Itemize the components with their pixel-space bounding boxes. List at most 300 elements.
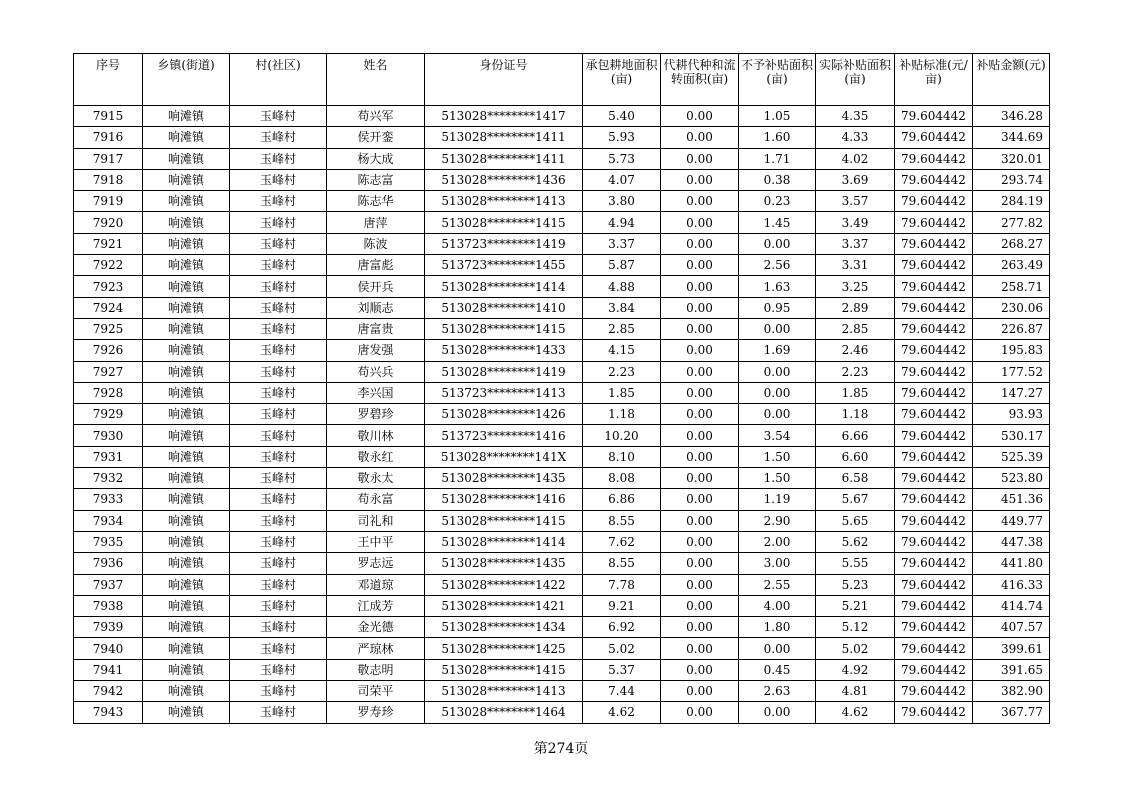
actual-area-cell: 5.23: [816, 574, 895, 595]
row-index-cell: 7931: [74, 446, 143, 467]
village-cell: 玉峰村: [230, 617, 327, 638]
village-cell: 玉峰村: [230, 510, 327, 531]
name-cell: 敬志明: [327, 659, 425, 680]
excluded-area-cell: 1.45: [739, 212, 816, 233]
contract-area-cell: 8.55: [583, 510, 661, 531]
name-cell: 唐富彪: [327, 255, 425, 276]
town-cell: 响滩镇: [143, 191, 230, 212]
standard-cell: 79.604442: [895, 510, 973, 531]
contract-area-cell: 1.18: [583, 404, 661, 425]
table-row: [74, 531, 1050, 552]
town-cell: 响滩镇: [143, 574, 230, 595]
table-row: [74, 446, 1050, 467]
village-cell: 玉峰村: [230, 297, 327, 318]
header-cell: 代耕代种和流转面积(亩): [661, 54, 739, 106]
name-cell: 陈志华: [327, 191, 425, 212]
name-cell: 李兴国: [327, 382, 425, 403]
table-row: [74, 510, 1050, 531]
actual-area-cell: 1.85: [816, 382, 895, 403]
town-cell: 响滩镇: [143, 468, 230, 489]
id-number-cell: 513028********1419: [425, 361, 583, 382]
actual-area-cell: 5.55: [816, 553, 895, 574]
amount-cell: 195.83: [973, 340, 1050, 361]
transfer-area-cell: 0.00: [661, 425, 739, 446]
village-cell: 玉峰村: [230, 404, 327, 425]
town-cell: 响滩镇: [143, 531, 230, 552]
transfer-area-cell: 0.00: [661, 446, 739, 467]
amount-cell: 344.69: [973, 127, 1050, 148]
village-cell: 玉峰村: [230, 531, 327, 552]
excluded-area-cell: 1.71: [739, 148, 816, 169]
id-number-cell: 513028********1417: [425, 106, 583, 127]
standard-cell: 79.604442: [895, 382, 973, 403]
actual-area-cell: 4.35: [816, 106, 895, 127]
name-cell: 罗志远: [327, 553, 425, 574]
contract-area-cell: 3.80: [583, 191, 661, 212]
amount-cell: 263.49: [973, 255, 1050, 276]
contract-area-cell: 3.84: [583, 297, 661, 318]
id-number-cell: 513028********1411: [425, 127, 583, 148]
name-cell: 金光德: [327, 617, 425, 638]
row-index-cell: 7929: [74, 404, 143, 425]
id-number-cell: 513028********1422: [425, 574, 583, 595]
name-cell: 杨大成: [327, 148, 425, 169]
contract-area-cell: 2.23: [583, 361, 661, 382]
village-cell: 玉峰村: [230, 212, 327, 233]
transfer-area-cell: 0.00: [661, 106, 739, 127]
row-index-cell: 7942: [74, 681, 143, 702]
standard-cell: 79.604442: [895, 446, 973, 467]
table-row: [74, 233, 1050, 254]
contract-area-cell: 6.92: [583, 617, 661, 638]
row-index-cell: 7938: [74, 595, 143, 616]
standard-cell: 79.604442: [895, 617, 973, 638]
transfer-area-cell: 0.00: [661, 574, 739, 595]
header-row: [74, 54, 1050, 106]
row-index-cell: 7924: [74, 297, 143, 318]
transfer-area-cell: 0.00: [661, 297, 739, 318]
table-row: [74, 297, 1050, 318]
actual-area-cell: 2.23: [816, 361, 895, 382]
table-row: [74, 681, 1050, 702]
id-number-cell: 513028********1435: [425, 553, 583, 574]
town-cell: 响滩镇: [143, 169, 230, 190]
excluded-area-cell: 2.00: [739, 531, 816, 552]
village-cell: 玉峰村: [230, 191, 327, 212]
excluded-area-cell: 2.90: [739, 510, 816, 531]
name-cell: 敬川林: [327, 425, 425, 446]
amount-cell: 293.74: [973, 169, 1050, 190]
town-cell: 响滩镇: [143, 404, 230, 425]
amount-cell: 391.65: [973, 659, 1050, 680]
id-number-cell: 513028********141X: [425, 446, 583, 467]
standard-cell: 79.604442: [895, 489, 973, 510]
standard-cell: 79.604442: [895, 212, 973, 233]
amount-cell: 523.80: [973, 468, 1050, 489]
amount-cell: 414.74: [973, 595, 1050, 616]
actual-area-cell: 3.25: [816, 276, 895, 297]
actual-area-cell: 2.85: [816, 318, 895, 339]
id-number-cell: 513028********1415: [425, 510, 583, 531]
table-row: [74, 340, 1050, 361]
contract-area-cell: 6.86: [583, 489, 661, 510]
id-number-cell: 513028********1415: [425, 659, 583, 680]
contract-area-cell: 3.37: [583, 233, 661, 254]
name-cell: 苟兴军: [327, 106, 425, 127]
contract-area-cell: 8.08: [583, 468, 661, 489]
name-cell: 王中平: [327, 531, 425, 552]
transfer-area-cell: 0.00: [661, 638, 739, 659]
transfer-area-cell: 0.00: [661, 489, 739, 510]
transfer-area-cell: 0.00: [661, 659, 739, 680]
row-index-cell: 7940: [74, 638, 143, 659]
header-cell: 承包耕地面积(亩): [583, 54, 661, 106]
town-cell: 响滩镇: [143, 595, 230, 616]
excluded-area-cell: 3.00: [739, 553, 816, 574]
amount-cell: 407.57: [973, 617, 1050, 638]
amount-cell: 447.38: [973, 531, 1050, 552]
row-index-cell: 7932: [74, 468, 143, 489]
table-row: [74, 361, 1050, 382]
name-cell: 敬永红: [327, 446, 425, 467]
actual-area-cell: 4.33: [816, 127, 895, 148]
table-row: [74, 617, 1050, 638]
table-row: [74, 595, 1050, 616]
table-row: [74, 255, 1050, 276]
table-row: [74, 659, 1050, 680]
table-row: [74, 276, 1050, 297]
transfer-area-cell: 0.00: [661, 468, 739, 489]
id-number-cell: 513028********1436: [425, 169, 583, 190]
contract-area-cell: 5.40: [583, 106, 661, 127]
standard-cell: 79.604442: [895, 297, 973, 318]
actual-area-cell: 6.58: [816, 468, 895, 489]
actual-area-cell: 3.31: [816, 255, 895, 276]
contract-area-cell: 4.88: [583, 276, 661, 297]
header-cell: 实际补贴面积(亩): [816, 54, 895, 106]
excluded-area-cell: 1.69: [739, 340, 816, 361]
amount-cell: 320.01: [973, 148, 1050, 169]
standard-cell: 79.604442: [895, 595, 973, 616]
standard-cell: 79.604442: [895, 361, 973, 382]
amount-cell: 399.61: [973, 638, 1050, 659]
name-cell: 敬永太: [327, 468, 425, 489]
excluded-area-cell: 0.00: [739, 702, 816, 723]
actual-area-cell: 1.18: [816, 404, 895, 425]
header-cell: 补贴标准(元/亩): [895, 54, 973, 106]
transfer-area-cell: 0.00: [661, 595, 739, 616]
table-row: [74, 169, 1050, 190]
row-index-cell: 7916: [74, 127, 143, 148]
standard-cell: 79.604442: [895, 233, 973, 254]
amount-cell: 449.77: [973, 510, 1050, 531]
transfer-area-cell: 0.00: [661, 361, 739, 382]
actual-area-cell: 3.49: [816, 212, 895, 233]
actual-area-cell: 5.67: [816, 489, 895, 510]
name-cell: 唐萍: [327, 212, 425, 233]
excluded-area-cell: 0.95: [739, 297, 816, 318]
table-row: [74, 574, 1050, 595]
name-cell: 罗碧珍: [327, 404, 425, 425]
name-cell: 罗寿珍: [327, 702, 425, 723]
village-cell: 玉峰村: [230, 318, 327, 339]
actual-area-cell: 3.57: [816, 191, 895, 212]
transfer-area-cell: 0.00: [661, 127, 739, 148]
transfer-area-cell: 0.00: [661, 531, 739, 552]
village-cell: 玉峰村: [230, 276, 327, 297]
village-cell: 玉峰村: [230, 106, 327, 127]
contract-area-cell: 9.21: [583, 595, 661, 616]
table-row: [74, 553, 1050, 574]
town-cell: 响滩镇: [143, 340, 230, 361]
town-cell: 响滩镇: [143, 212, 230, 233]
village-cell: 玉峰村: [230, 127, 327, 148]
row-index-cell: 7936: [74, 553, 143, 574]
name-cell: 陈志富: [327, 169, 425, 190]
table-row: [74, 318, 1050, 339]
transfer-area-cell: 0.00: [661, 255, 739, 276]
row-index-cell: 7919: [74, 191, 143, 212]
amount-cell: 346.28: [973, 106, 1050, 127]
id-number-cell: 513028********1413: [425, 681, 583, 702]
standard-cell: 79.604442: [895, 191, 973, 212]
standard-cell: 79.604442: [895, 659, 973, 680]
table-row: [74, 127, 1050, 148]
row-index-cell: 7917: [74, 148, 143, 169]
excluded-area-cell: 0.00: [739, 404, 816, 425]
amount-cell: 284.19: [973, 191, 1050, 212]
header-cell: 序号: [74, 54, 143, 106]
excluded-area-cell: 0.00: [739, 638, 816, 659]
table-row: [74, 489, 1050, 510]
standard-cell: 79.604442: [895, 702, 973, 723]
town-cell: 响滩镇: [143, 510, 230, 531]
village-cell: 玉峰村: [230, 638, 327, 659]
name-cell: 唐富贵: [327, 318, 425, 339]
contract-area-cell: 10.20: [583, 425, 661, 446]
town-cell: 响滩镇: [143, 702, 230, 723]
id-number-cell: 513723********1419: [425, 233, 583, 254]
actual-area-cell: 5.21: [816, 595, 895, 616]
transfer-area-cell: 0.00: [661, 169, 739, 190]
actual-area-cell: 3.37: [816, 233, 895, 254]
name-cell: 刘顺志: [327, 297, 425, 318]
header-cell: 不予补贴面积(亩): [739, 54, 816, 106]
table-row: [74, 212, 1050, 233]
town-cell: 响滩镇: [143, 446, 230, 467]
actual-area-cell: 4.81: [816, 681, 895, 702]
name-cell: 邓道琼: [327, 574, 425, 595]
amount-cell: 258.71: [973, 276, 1050, 297]
amount-cell: 268.27: [973, 233, 1050, 254]
excluded-area-cell: 1.60: [739, 127, 816, 148]
transfer-area-cell: 0.00: [661, 276, 739, 297]
id-number-cell: 513028********1415: [425, 212, 583, 233]
standard-cell: 79.604442: [895, 148, 973, 169]
table-row: [74, 404, 1050, 425]
excluded-area-cell: 3.54: [739, 425, 816, 446]
transfer-area-cell: 0.00: [661, 148, 739, 169]
excluded-area-cell: 0.38: [739, 169, 816, 190]
transfer-area-cell: 0.00: [661, 382, 739, 403]
transfer-area-cell: 0.00: [661, 553, 739, 574]
excluded-area-cell: 2.56: [739, 255, 816, 276]
amount-cell: 441.80: [973, 553, 1050, 574]
header-cell: 乡镇(街道): [143, 54, 230, 106]
row-index-cell: 7925: [74, 318, 143, 339]
amount-cell: 277.82: [973, 212, 1050, 233]
id-number-cell: 513723********1416: [425, 425, 583, 446]
amount-cell: 93.93: [973, 404, 1050, 425]
standard-cell: 79.604442: [895, 574, 973, 595]
header-cell: 补贴金额(元): [973, 54, 1050, 106]
table-row: [74, 191, 1050, 212]
actual-area-cell: 5.12: [816, 617, 895, 638]
page-number: 第274页: [533, 741, 589, 757]
transfer-area-cell: 0.00: [661, 191, 739, 212]
village-cell: 玉峰村: [230, 148, 327, 169]
transfer-area-cell: 0.00: [661, 702, 739, 723]
amount-cell: 530.17: [973, 425, 1050, 446]
contract-area-cell: 5.87: [583, 255, 661, 276]
actual-area-cell: 2.89: [816, 297, 895, 318]
town-cell: 响滩镇: [143, 255, 230, 276]
transfer-area-cell: 0.00: [661, 233, 739, 254]
contract-area-cell: 8.55: [583, 553, 661, 574]
village-cell: 玉峰村: [230, 233, 327, 254]
village-cell: 玉峰村: [230, 468, 327, 489]
actual-area-cell: 3.69: [816, 169, 895, 190]
excluded-area-cell: 4.00: [739, 595, 816, 616]
header-cell: 姓名: [327, 54, 425, 106]
contract-area-cell: 7.78: [583, 574, 661, 595]
town-cell: 响滩镇: [143, 425, 230, 446]
id-number-cell: 513028********1426: [425, 404, 583, 425]
actual-area-cell: 6.66: [816, 425, 895, 446]
id-number-cell: 513028********1414: [425, 276, 583, 297]
actual-area-cell: 5.62: [816, 531, 895, 552]
table-body: [74, 106, 1050, 724]
excluded-area-cell: 1.05: [739, 106, 816, 127]
name-cell: 严琼林: [327, 638, 425, 659]
table-row: [74, 638, 1050, 659]
contract-area-cell: 8.10: [583, 446, 661, 467]
name-cell: 苟永富: [327, 489, 425, 510]
table-row: [74, 106, 1050, 127]
row-index-cell: 7927: [74, 361, 143, 382]
transfer-area-cell: 0.00: [661, 404, 739, 425]
village-cell: 玉峰村: [230, 595, 327, 616]
id-number-cell: 513028********1414: [425, 531, 583, 552]
actual-area-cell: 4.62: [816, 702, 895, 723]
amount-cell: 230.06: [973, 297, 1050, 318]
amount-cell: 147.27: [973, 382, 1050, 403]
row-index-cell: 7920: [74, 212, 143, 233]
table-row: [74, 702, 1050, 723]
town-cell: 响滩镇: [143, 638, 230, 659]
excluded-area-cell: 0.00: [739, 382, 816, 403]
town-cell: 响滩镇: [143, 553, 230, 574]
standard-cell: 79.604442: [895, 106, 973, 127]
row-index-cell: 7926: [74, 340, 143, 361]
standard-cell: 79.604442: [895, 127, 973, 148]
amount-cell: 382.90: [973, 681, 1050, 702]
village-cell: 玉峰村: [230, 574, 327, 595]
name-cell: 侯开兵: [327, 276, 425, 297]
town-cell: 响滩镇: [143, 489, 230, 510]
header-cell: 身份证号: [425, 54, 583, 106]
contract-area-cell: 4.94: [583, 212, 661, 233]
excluded-area-cell: 1.19: [739, 489, 816, 510]
id-number-cell: 513028********1416: [425, 489, 583, 510]
contract-area-cell: 4.15: [583, 340, 661, 361]
id-number-cell: 513028********1464: [425, 702, 583, 723]
id-number-cell: 513723********1455: [425, 255, 583, 276]
id-number-cell: 513028********1425: [425, 638, 583, 659]
standard-cell: 79.604442: [895, 255, 973, 276]
town-cell: 响滩镇: [143, 659, 230, 680]
village-cell: 玉峰村: [230, 425, 327, 446]
amount-cell: 177.52: [973, 361, 1050, 382]
table-row: [74, 382, 1050, 403]
standard-cell: 79.604442: [895, 553, 973, 574]
table-row: [74, 148, 1050, 169]
village-cell: 玉峰村: [230, 255, 327, 276]
transfer-area-cell: 0.00: [661, 617, 739, 638]
excluded-area-cell: 0.00: [739, 318, 816, 339]
excluded-area-cell: 0.23: [739, 191, 816, 212]
name-cell: 侯开銮: [327, 127, 425, 148]
village-cell: 玉峰村: [230, 361, 327, 382]
contract-area-cell: 5.93: [583, 127, 661, 148]
contract-area-cell: 7.62: [583, 531, 661, 552]
standard-cell: 79.604442: [895, 318, 973, 339]
row-index-cell: 7933: [74, 489, 143, 510]
id-number-cell: 513028********1413: [425, 191, 583, 212]
amount-cell: 451.36: [973, 489, 1050, 510]
standard-cell: 79.604442: [895, 468, 973, 489]
amount-cell: 367.77: [973, 702, 1050, 723]
standard-cell: 79.604442: [895, 425, 973, 446]
id-number-cell: 513028********1410: [425, 297, 583, 318]
standard-cell: 79.604442: [895, 340, 973, 361]
contract-area-cell: 7.44: [583, 681, 661, 702]
contract-area-cell: 5.02: [583, 638, 661, 659]
town-cell: 响滩镇: [143, 681, 230, 702]
amount-cell: 226.87: [973, 318, 1050, 339]
village-cell: 玉峰村: [230, 489, 327, 510]
town-cell: 响滩镇: [143, 276, 230, 297]
id-number-cell: 513028********1421: [425, 595, 583, 616]
name-cell: 江成芳: [327, 595, 425, 616]
row-index-cell: 7937: [74, 574, 143, 595]
contract-area-cell: 5.73: [583, 148, 661, 169]
id-number-cell: 513028********1411: [425, 148, 583, 169]
id-number-cell: 513028********1433: [425, 340, 583, 361]
actual-area-cell: 6.60: [816, 446, 895, 467]
village-cell: 玉峰村: [230, 702, 327, 723]
name-cell: 苟兴兵: [327, 361, 425, 382]
row-index-cell: 7934: [74, 510, 143, 531]
standard-cell: 79.604442: [895, 404, 973, 425]
row-index-cell: 7935: [74, 531, 143, 552]
village-cell: 玉峰村: [230, 553, 327, 574]
name-cell: 陈波: [327, 233, 425, 254]
subsidy-table: [73, 53, 1050, 724]
actual-area-cell: 5.02: [816, 638, 895, 659]
row-index-cell: 7915: [74, 106, 143, 127]
transfer-area-cell: 0.00: [661, 318, 739, 339]
